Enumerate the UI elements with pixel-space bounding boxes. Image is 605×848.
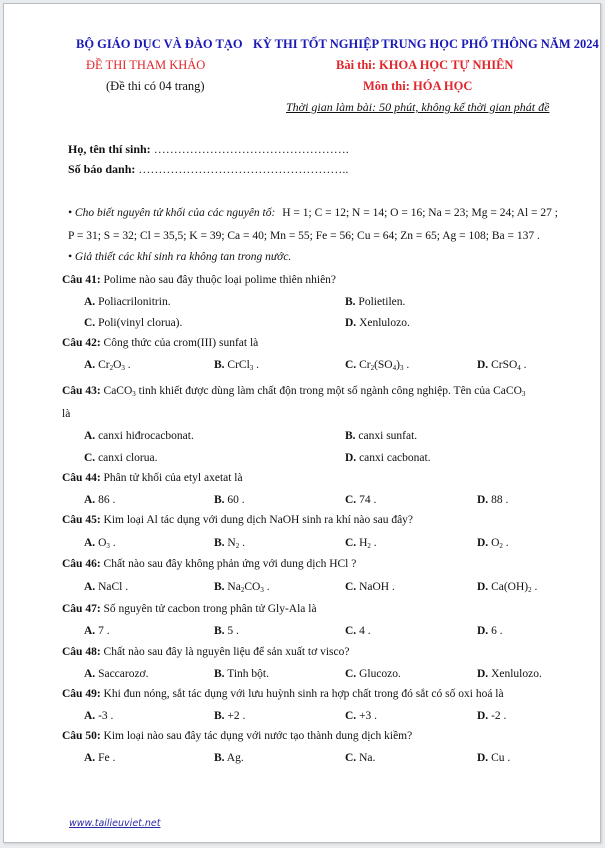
option-text: canxi sunfat.	[358, 430, 418, 442]
pages-note: (Đề thi có 04 trang)	[106, 79, 205, 93]
question-43	[62, 385, 525, 398]
option-46-c[interactable]	[345, 581, 395, 593]
option-text: $Ca(OH)_2$ .	[491, 581, 538, 594]
option-letter: B.	[214, 752, 225, 764]
option-42-a[interactable]	[84, 359, 131, 372]
option-text: Na.	[359, 752, 376, 764]
option-44-d[interactable]	[477, 494, 508, 506]
exam-type: ĐỀ THI THAM KHẢO	[86, 58, 206, 72]
exam-subject: Môn thi: HÓA HỌC	[363, 79, 473, 93]
option-letter: C.	[345, 581, 357, 593]
option-text: Poliacrilonitrin.	[98, 296, 171, 308]
question-number: Câu 43:	[62, 385, 101, 397]
question-48	[62, 646, 349, 658]
option-letter: A.	[84, 625, 96, 637]
option-48-b[interactable]	[214, 668, 269, 680]
question-number: Câu 48:	[62, 646, 101, 658]
option-letter: B.	[214, 581, 225, 593]
question-text: CaCO$_3$ tinh khiết được dùng làm chất độn trong một số ngành công nghiệp. Tên của CaCO$_3$	[103, 385, 526, 398]
question-text: Chất nào sau đây không phản ứng với dung dịch HCl ?	[103, 558, 357, 570]
atomic-mass-line-1: H = 1; C = 12; N = 14; O = 16; Na = 23; Mg = 24; Al = 27 ;	[282, 207, 558, 219]
option-text: 74 .	[359, 494, 377, 506]
option-text: 4 .	[359, 625, 371, 637]
option-letter: B.	[214, 494, 225, 506]
atomic-mass-line-2: P = 31; S = 32; Cl = 35,5; K = 39; Ca = 40; Mn = 55; Fe = 56; Cu = 64; Zn = 65; Ag = 108; Ba = 137 .	[68, 230, 540, 242]
option-text: -3 .	[98, 710, 114, 722]
option-text: 7 .	[98, 625, 110, 637]
option-44-c[interactable]	[345, 494, 376, 506]
option-text: Glucozo.	[359, 668, 401, 680]
option-text: 60 .	[227, 494, 245, 506]
option-48-d[interactable]	[477, 668, 542, 680]
exam-title: KỲ THI TỐT NGHIỆP TRUNG HỌC PHỔ THÔNG NĂM 2024	[253, 37, 599, 51]
question-text: Số nguyên tử cacbon trong phân tử Gly-Ala là	[103, 603, 317, 615]
question-49	[62, 688, 504, 700]
option-letter: B.	[345, 430, 356, 442]
time-note: Thời gian làm bài: 50 phút, không kể thời gian phát đề	[286, 100, 550, 114]
option-49-b[interactable]	[214, 710, 245, 722]
question-number: Câu 46:	[62, 558, 101, 570]
option-letter: D.	[477, 752, 489, 764]
option-letter: C.	[345, 494, 357, 506]
option-letter: A.	[84, 668, 96, 680]
option-text: +3 .	[359, 710, 378, 722]
option-49-d[interactable]	[477, 710, 506, 722]
question-42	[62, 337, 258, 349]
option-text: $Cr_2(SO_4)_3$ .	[359, 359, 410, 372]
candidate-id-field[interactable]: ……………………………………………..	[138, 162, 349, 176]
option-letter: B.	[214, 359, 225, 371]
option-letter: C.	[345, 537, 357, 549]
option-letter: D.	[477, 537, 489, 549]
option-49-c[interactable]	[345, 710, 377, 722]
ministry-name: BỘ GIÁO DỤC VÀ ĐÀO TẠO	[76, 37, 243, 51]
option-letter: C.	[345, 359, 357, 371]
question-43-continued: là	[62, 408, 71, 420]
option-text: Ag.	[226, 752, 244, 764]
option-text: 86 .	[98, 494, 116, 506]
option-letter: D.	[477, 710, 489, 722]
option-letter: C.	[345, 668, 357, 680]
option-text: $O_2$ .	[491, 537, 509, 550]
option-letter: D.	[345, 317, 357, 329]
option-text: $Cr_2O_3$ .	[98, 359, 131, 372]
question-number: Câu 49:	[62, 688, 101, 700]
option-45-a[interactable]	[84, 537, 116, 550]
option-letter: C.	[84, 452, 96, 464]
candidate-id-row	[68, 162, 348, 177]
question-46	[62, 558, 356, 570]
question-number: Câu 47:	[62, 603, 101, 615]
option-text: canxi hiđrocacbonat.	[98, 430, 194, 442]
option-text: -2 .	[491, 710, 507, 722]
option-letter: B.	[214, 710, 225, 722]
option-48-c[interactable]	[345, 668, 401, 680]
question-47	[62, 603, 317, 615]
option-letter: D.	[477, 668, 489, 680]
option-text: $H_2$ .	[359, 537, 377, 550]
option-text: Tinh bột.	[227, 668, 269, 680]
option-47-c[interactable]	[345, 625, 371, 637]
option-42-d[interactable]	[477, 359, 527, 372]
option-41-c[interactable]	[84, 317, 182, 329]
option-text: CrCl$_3$ .	[227, 359, 260, 372]
question-41	[62, 274, 336, 286]
option-text: 5 .	[227, 625, 239, 637]
option-46-b[interactable]	[214, 581, 270, 594]
option-letter: B.	[214, 537, 225, 549]
option-43-c[interactable]	[84, 452, 157, 464]
exam-section: Bài thi: KHOA HỌC TỰ NHIÊN	[336, 58, 514, 72]
option-letter: B.	[345, 296, 356, 308]
option-text: $O_3$ .	[98, 537, 116, 550]
option-letter: D.	[477, 581, 489, 593]
option-letter: A.	[84, 752, 96, 764]
option-text: Xenlulozo.	[491, 668, 542, 680]
candidate-id-label: Số báo danh:	[68, 162, 136, 176]
question-text: Kim loại nào sau đây tác dụng với nước tạo thành dung dịch kiềm?	[103, 730, 413, 742]
option-letter: A.	[84, 537, 96, 549]
website-link[interactable]: www.tailieuviet.net	[69, 818, 161, 829]
option-letter: C.	[345, 752, 357, 764]
option-text: canxi clorua.	[98, 452, 158, 464]
option-47-b[interactable]	[214, 625, 239, 637]
option-text: canxi cacbonat.	[359, 452, 431, 464]
question-44	[62, 472, 243, 484]
candidate-name-row	[68, 142, 349, 157]
option-letter: D.	[345, 452, 357, 464]
option-50-b[interactable]	[214, 752, 244, 764]
question-number: Câu 44:	[62, 472, 101, 484]
atomic-mass-intro: • Cho biết nguyên tử khối của các nguyên tố:	[68, 207, 276, 219]
option-42-b[interactable]	[214, 359, 259, 372]
question-number: Câu 41:	[62, 274, 101, 286]
option-46-a[interactable]	[84, 581, 128, 593]
option-text: NaCl .	[98, 581, 129, 593]
option-letter: A.	[84, 581, 96, 593]
option-47-d[interactable]	[477, 625, 503, 637]
option-text: Cu .	[491, 752, 511, 764]
question-text: Khi đun nóng, sắt tác dụng với lưu huỳnh sinh ra hợp chất trong đó sắt có số oxi hoá là	[103, 688, 504, 700]
option-letter: B.	[214, 668, 225, 680]
option-text: $Na_2CO_3$ .	[227, 581, 270, 594]
candidate-name-label: Họ, tên thí sinh:	[68, 142, 151, 156]
option-45-b[interactable]	[214, 537, 245, 550]
candidate-name-field[interactable]: ………………………………………….	[153, 142, 349, 156]
option-text: 88 .	[491, 494, 509, 506]
option-41-b[interactable]	[345, 296, 405, 308]
option-43-b[interactable]	[345, 430, 417, 442]
question-text: Kim loại Al tác dụng với dung dịch NaOH sinh ra khí nào sau đây?	[103, 514, 414, 526]
option-48-a[interactable]	[84, 668, 149, 680]
option-letter: A.	[84, 430, 96, 442]
option-50-d[interactable]	[477, 752, 510, 764]
option-text: NaOH .	[359, 581, 395, 593]
option-letter: D.	[477, 494, 489, 506]
option-text: Saccarozơ.	[98, 668, 149, 680]
option-letter: D.	[477, 359, 489, 371]
question-50	[62, 730, 412, 742]
option-47-a[interactable]	[84, 625, 110, 637]
option-text: Fe .	[98, 752, 116, 764]
option-50-c[interactable]	[345, 752, 375, 764]
option-letter: D.	[477, 625, 489, 637]
option-43-a[interactable]	[84, 430, 194, 442]
question-text: Chất nào sau đây là nguyên liệu để sản xuất tơ visco?	[103, 646, 350, 658]
option-45-d[interactable]	[477, 537, 509, 550]
option-letter: A.	[84, 296, 96, 308]
question-text: Phân tử khối của etyl axetat là	[103, 472, 243, 484]
option-50-a[interactable]	[84, 752, 115, 764]
question-text: Công thức của crom(III) sunfat là	[103, 337, 259, 349]
option-text: CrSO$_4$ .	[491, 359, 527, 372]
option-letter: C.	[345, 710, 357, 722]
option-letter: A.	[84, 710, 96, 722]
option-41-a[interactable]	[84, 296, 171, 308]
option-letter: C.	[84, 317, 96, 329]
option-text: Xenlulozo.	[359, 317, 410, 329]
option-43-d[interactable]	[345, 452, 431, 464]
option-45-c[interactable]	[345, 537, 377, 550]
option-text: Polietilen.	[358, 296, 406, 308]
option-text: 6 .	[491, 625, 503, 637]
option-text: +2 .	[227, 710, 246, 722]
option-letter: A.	[84, 494, 96, 506]
option-text: Poli(vinyl clorua).	[98, 317, 183, 329]
option-46-d[interactable]	[477, 581, 537, 594]
option-letter: B.	[214, 625, 225, 637]
option-44-b[interactable]	[214, 494, 245, 506]
option-42-c[interactable]	[345, 359, 409, 372]
gas-note: • Giả thiết các khí sinh ra không tan trong nước.	[68, 251, 292, 263]
option-text: $N_2$ .	[227, 537, 245, 550]
question-number: Câu 42:	[62, 337, 101, 349]
question-number: Câu 50:	[62, 730, 101, 742]
question-number: Câu 45:	[62, 514, 101, 526]
option-letter: C.	[345, 625, 357, 637]
question-text: Polime nào sau đây thuộc loại polime thiên nhiên?	[103, 274, 337, 286]
option-41-d[interactable]	[345, 317, 410, 329]
question-45	[62, 514, 413, 526]
option-44-a[interactable]	[84, 494, 115, 506]
option-49-a[interactable]	[84, 710, 113, 722]
atomic-mass-row	[68, 207, 558, 219]
option-letter: A.	[84, 359, 96, 371]
